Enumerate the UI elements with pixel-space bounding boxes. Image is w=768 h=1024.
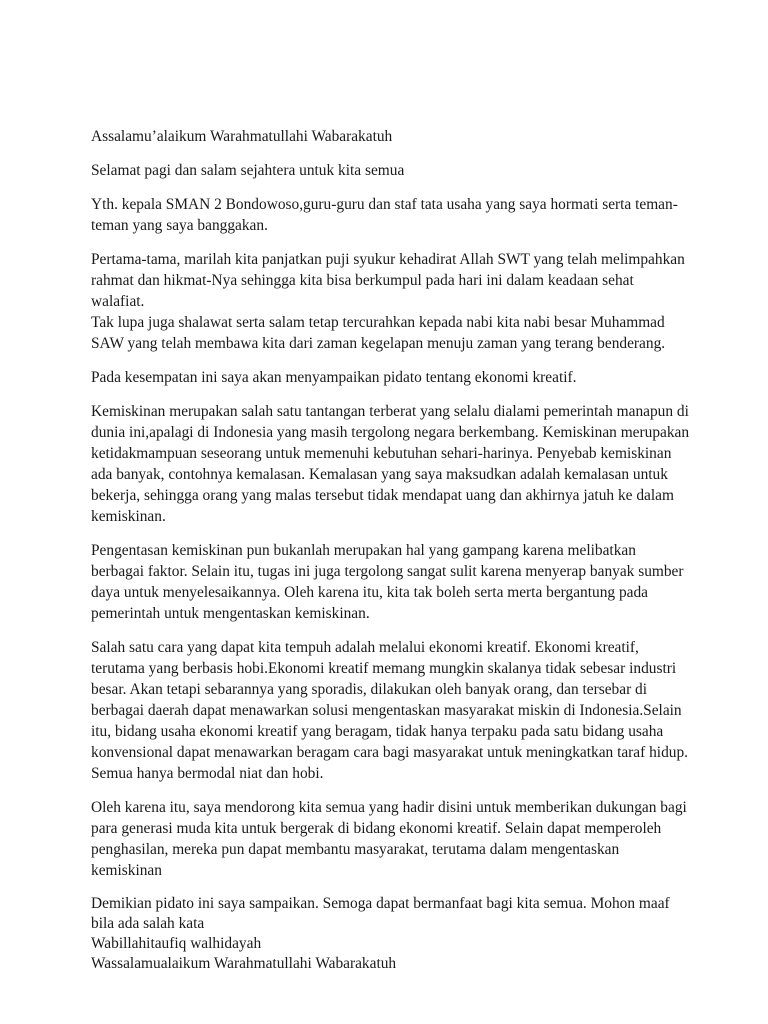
opening-line: Selamat pagi dan salam sejahtera untuk kita semua	[91, 162, 405, 179]
address-paragraph: Yth. kepala SMAN 2 Bondowoso,guru-guru dan staf tata usaha yang saya hormati serta teman- teman yang saya banggakan.	[91, 196, 678, 234]
closing-paragraph: Demikian pidato ini saya sampaikan. Semoga dapat bermanfaat bagi kita semua. Mohon maaf bila ada salah kata	[91, 895, 670, 932]
body-paragraph: Kemiskinan merupakan salah satu tantangan terberat yang selalu dialami pemerintah manapun di dunia ini,apalagi di Indonesia yang masih tergolong negara berkembang. Kemiskinan merupakan ketidakmampuan seseorang untuk memenuhi kebutuhan sehari-harinya. Penyebab kemiskinan ada banyak, contohnya kemalasan. Kemalasan yang saya maksudkan adalah kemalasan untuk bekerja, sehingga orang yang malas tersebut tidak mendapat uang dan akhirnya jatuh ke dalam kemiskinan.	[91, 403, 690, 525]
body-paragraph: Pengentasan kemiskinan pun bukanlah merupakan hal yang gampang karena melibatkan berbagai faktor. Selain itu, tugas ini juga tergolong sangat sulit karena menyerap banyak sumber daya untuk menyelesaikannya. Oleh karena itu, kita tak boleh serta merta bergantung pada pemerintah untuk mengentaskan kemiskinan.	[91, 542, 684, 622]
body-paragraph: Pada kesempatan ini saya akan menyampaikan pidato tentang ekonomi kreatif.	[91, 369, 577, 386]
document-body	[91, 126, 691, 974]
salutation-line: Wabillahitaufiq walhidayah	[91, 935, 262, 952]
body-paragraph: Salah satu cara yang dapat kita tempuh adalah melalui ekonomi kreatif. Ekonomi kreatif, terutama yang berbasis hobi.Ekonomi kreatif memang mungkin skalanya tidak sebesar industri besar. Akan tetapi sebarannya yang sporadis, dilakukan oleh banyak orang, dan tersebar di berbagai daerah dapat menawarkan solusi mengentaskan masyarakat miskin di Indonesia.Selain itu, bidang usaha ekonomi kreatif yang beragam, tidak hanya terpaku pada satu bidang usaha konvensional dapat menawarkan beragam cara bagi masyarakat untuk meningkatkan taraf hidup. Semua hanya bermodal niat dan hobi.	[91, 639, 689, 782]
farewell-line: Wassalamualaikum Warahmatullahi Wabarakatuh	[91, 955, 397, 972]
greeting-line: Assalamu’alaikum Warahmatullahi Wabarakatuh	[91, 128, 393, 145]
body-paragraph: Pertama-tama, marilah kita panjatkan puji syukur kehadirat Allah SWT yang telah melimpahkan rahmat dan hikmat-Nya sehingga kita bisa berkumpul pada hari ini dalam keadaan sehat walafiat. Tak lupa juga shalawat serta salam tetap tercurahkan kepada nabi kita nabi besar Muhammad SAW yang telah membawa kita dari zaman kegelapan menuju zaman yang terang benderang.	[91, 251, 685, 352]
body-paragraph: Oleh karena itu, saya mendorong kita semua yang hadir disini untuk memberikan dukungan bagi para generasi muda kita untuk bergerak di bidang ekonomi kreatif. Selain dapat memperoleh penghasilan, mereka pun dapat membantu masyarakat, terutama dalam mengentaskan kemiskinan	[91, 799, 687, 879]
